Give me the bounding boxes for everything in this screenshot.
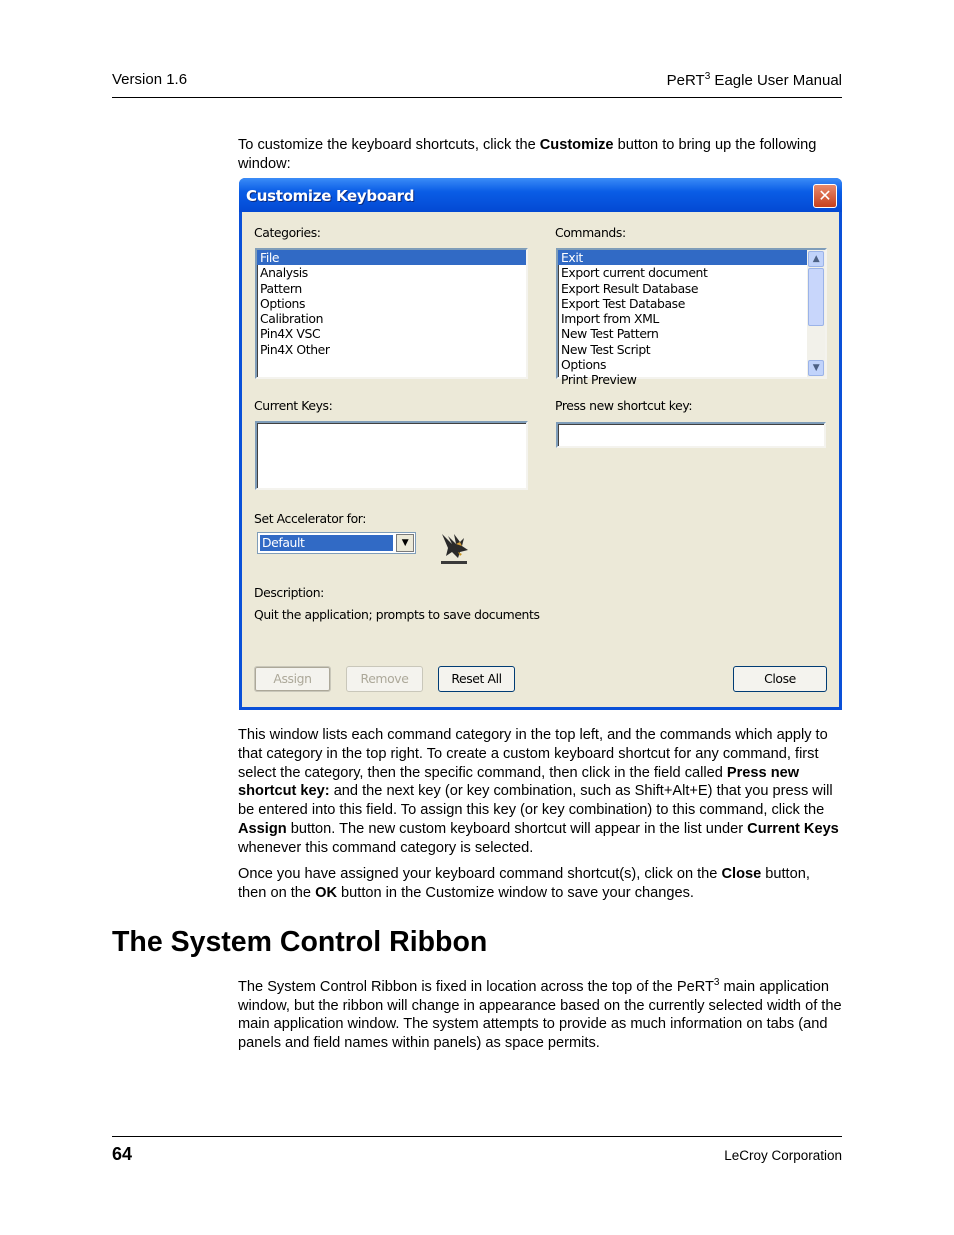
- customize-bold: Customize: [539, 137, 614, 153]
- reset-all-button[interactable]: Reset All: [438, 666, 515, 692]
- list-item[interactable]: Options: [260, 295, 306, 311]
- header-manual-title: [667, 71, 842, 89]
- scroll-thumb[interactable]: [808, 268, 824, 326]
- scroll-down-icon[interactable]: ▼: [808, 360, 824, 376]
- dialog-title: Customize Keyboard: [246, 187, 415, 205]
- accelerator-value: Default: [260, 535, 393, 551]
- footer-rule: [112, 1136, 842, 1137]
- eagle-logo-icon: [438, 530, 470, 566]
- list-item[interactable]: Options: [561, 357, 607, 373]
- current-keys-label: Current Keys:: [254, 398, 333, 413]
- list-item[interactable]: Calibration: [260, 311, 324, 327]
- list-item[interactable]: Analysis: [260, 265, 308, 281]
- header-version: Version 1.6: [112, 71, 188, 88]
- dialog-client: [242, 212, 839, 707]
- scroll-up-icon[interactable]: ▲: [808, 251, 824, 267]
- categories-list[interactable]: [255, 248, 528, 379]
- list-item[interactable]: Export Result Database: [561, 280, 699, 296]
- list-item[interactable]: Import from XML: [561, 311, 659, 327]
- remove-button[interactable]: Remove: [346, 666, 423, 692]
- shortcut-key-input[interactable]: [556, 422, 826, 448]
- commands-scrollbar[interactable]: [807, 250, 825, 377]
- close-icon[interactable]: ✕: [813, 184, 837, 208]
- header-manual-name: PeRT: [666, 72, 705, 89]
- page-number: 64: [112, 1144, 133, 1164]
- commands-label: Commands:: [555, 225, 626, 240]
- intro-paragraph: To customize the keyboard shortcuts, click the Customize button to bring up the following window:: [238, 137, 817, 172]
- set-accelerator-label: Set Accelerator for:: [254, 511, 367, 526]
- list-item[interactable]: Export current document: [561, 265, 708, 281]
- close-paragraph: Once you have assigned your keyboard command shortcut(s), click on the Close button, then on the OK button in the Customize window to save your changes.: [238, 866, 810, 901]
- current-keys-list[interactable]: [255, 421, 528, 490]
- header-manual-sup: 3: [704, 71, 711, 82]
- list-item[interactable]: Pin4X Other: [260, 341, 330, 357]
- section-paragraph: The System Control Ribbon is fixed in location across the top of the PeRT$^3$ main application window, but the ribbon will change in appearance based on the currently selected width of the main application window. The system attempts to provide as much information on tabs (and panels and field names within panels) as space permits.: [238, 977, 842, 1052]
- list-item[interactable]: Pin4X VSC: [260, 326, 321, 342]
- dialog-titlebar[interactable]: [239, 178, 842, 212]
- customize-keyboard-dialog: [239, 178, 842, 710]
- description-label: Description:: [254, 585, 324, 600]
- header-manual-rest: Eagle User Manual: [710, 72, 842, 89]
- footer-company: LeCroy Corporation: [724, 1148, 842, 1163]
- explanation-paragraph: This window lists each command category in the top left, and the commands which apply to that category in the top right. To create a custom keyboard shortcut for any command, first select the category, then the specific command, then click in the field called Press new shortcut key: and the next key (or key combination, such as Shift+Alt+E) that you press will be entered into this field. To assign this key (or key combination) to this command, click the Assign button. The new custom keyboard shortcut will appear in the list under Current Keys whenever this command category is selected.: [238, 727, 839, 856]
- list-item[interactable]: New Test Script: [561, 341, 651, 357]
- press-key-label: Press new shortcut key:: [555, 398, 693, 413]
- list-item[interactable]: Export Test Database: [561, 295, 685, 311]
- section-title: The System Control Ribbon: [112, 926, 488, 958]
- list-item[interactable]: Exit: [558, 250, 807, 265]
- list-item[interactable]: Print Preview: [561, 372, 637, 388]
- header-rule: [112, 97, 842, 98]
- list-item[interactable]: File: [257, 250, 526, 265]
- assign-button[interactable]: Assign: [254, 666, 331, 692]
- commands-list[interactable]: [556, 248, 827, 388]
- accelerator-select[interactable]: [257, 532, 416, 554]
- chevron-down-icon[interactable]: ▼: [396, 534, 414, 552]
- categories-label: Categories:: [254, 225, 321, 240]
- list-item[interactable]: Pattern: [260, 280, 302, 296]
- description-text: Quit the application; prompts to save documents: [254, 607, 540, 622]
- list-item[interactable]: New Test Pattern: [561, 326, 659, 342]
- close-button[interactable]: Close: [733, 666, 827, 692]
